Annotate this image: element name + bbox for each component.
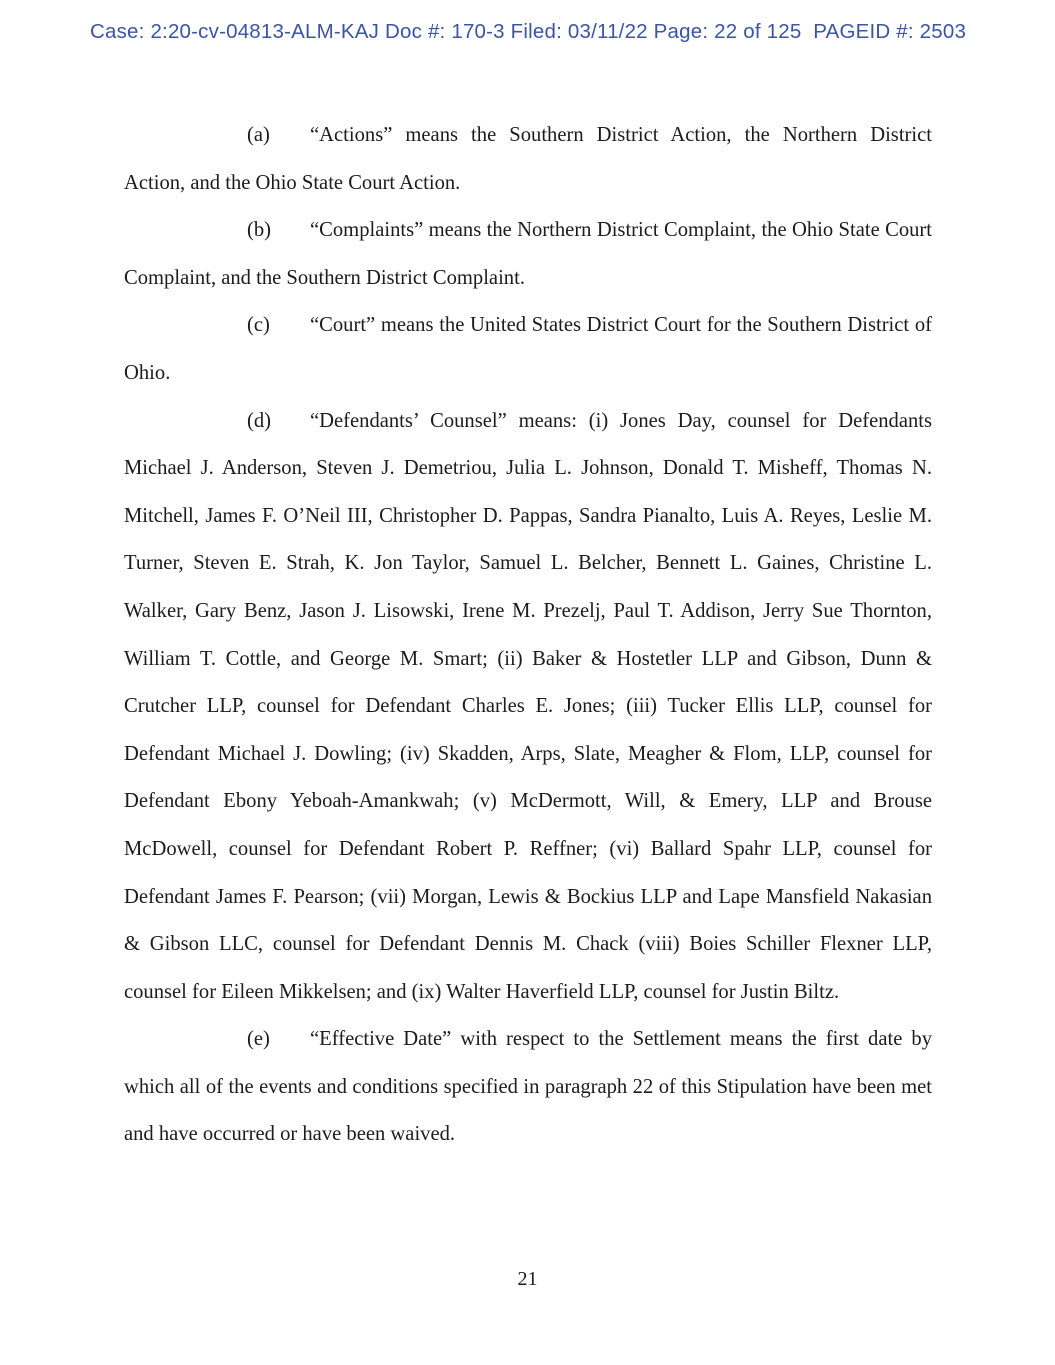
paragraph-text: “Actions” means the Southern District Action, the Northern District Action, and the Ohio State Court Action. bbox=[124, 124, 932, 194]
definition-paragraph-actions bbox=[124, 112, 932, 207]
paragraph-text: “Effective Date” with respect to the Settlement means the first date by which all of the events and conditions specified in paragraph 22 of this Stipulation have been met and have occurred or have been waived. bbox=[124, 1028, 932, 1146]
paragraph-label: (c) bbox=[247, 314, 270, 337]
paragraph-label: (d) bbox=[247, 409, 272, 432]
document-body bbox=[124, 112, 932, 1159]
definition-paragraph-effective-date bbox=[124, 1016, 932, 1159]
case-caption-header: Case: 2:20-cv-04813-ALM-KAJ Doc #: 170-3 Filed: 03/11/22 Page: 22 of 125 PAGEID #: 2503 bbox=[90, 20, 967, 43]
definition-paragraph-defendants-counsel bbox=[124, 398, 932, 1017]
definition-paragraph-complaints bbox=[124, 207, 932, 302]
page-number: 21 bbox=[517, 1268, 538, 1290]
paragraph-text: “Complaints” means the Northern District Complaint, the Ohio State Court Complaint, and the Southern District Complaint. bbox=[124, 219, 932, 289]
paragraph-label: (e) bbox=[247, 1028, 270, 1051]
paragraph-label: (b) bbox=[247, 219, 272, 242]
paragraph-text: “Court” means the United States District Court for the Southern District of Ohio. bbox=[124, 314, 932, 384]
definition-paragraph-court bbox=[124, 302, 932, 397]
paragraph-label: (a) bbox=[247, 124, 270, 146]
paragraph-text: “Defendants’ Counsel” means: (i) Jones Day, counsel for Defendants Michael J. Anderson, Steven J. Demetriou, Julia L. Johnson, Donald T. Misheff, Thomas N. Mitchell, James F. O’Neil III, Christopher D. Pappas, Sandra Pianalto, Luis A. Reyes, Leslie M. Turner, Steven E. Strah, K. Jon Taylor, Samuel L. Belcher, Bennett L. Gaines, Christine L. Walker, Gary Benz, Jason J. Lisowski, Irene M. Prezelj, Paul T. Addison, Jerry Sue Thornton, William T. Cottle, and George M. Smart; (ii) Baker & Hostetler LLP and Gibson, Dunn & Crutcher LLP, counsel for Defendant Charles E. Jones; (iii) Tucker Ellis LLP, counsel for Defendant Michael J. Dowling; (iv) Skadden, Arps, Slate, Meagher & Flom, LLP, counsel for Defendant Ebony Yeboah-Amankwah; (v) McDermott, Will, & Emery, LLP and Brouse McDowell, counsel for Defendant Robert P. Reffner; (vi) Ballard Spahr LLP, counsel for Defendant James F. Pearson; (vii) Morgan, Lewis & Bockius LLP and Lape Mansfield Nakasian & Gibson LLC, counsel for Defendant Dennis M. Chack (viii) Boies Schiller Flexner LLP, counsel for Eileen Mikkelsen; and (ix) Walter Haverfield LLP, counsel for Justin Biltz. bbox=[124, 409, 932, 1003]
